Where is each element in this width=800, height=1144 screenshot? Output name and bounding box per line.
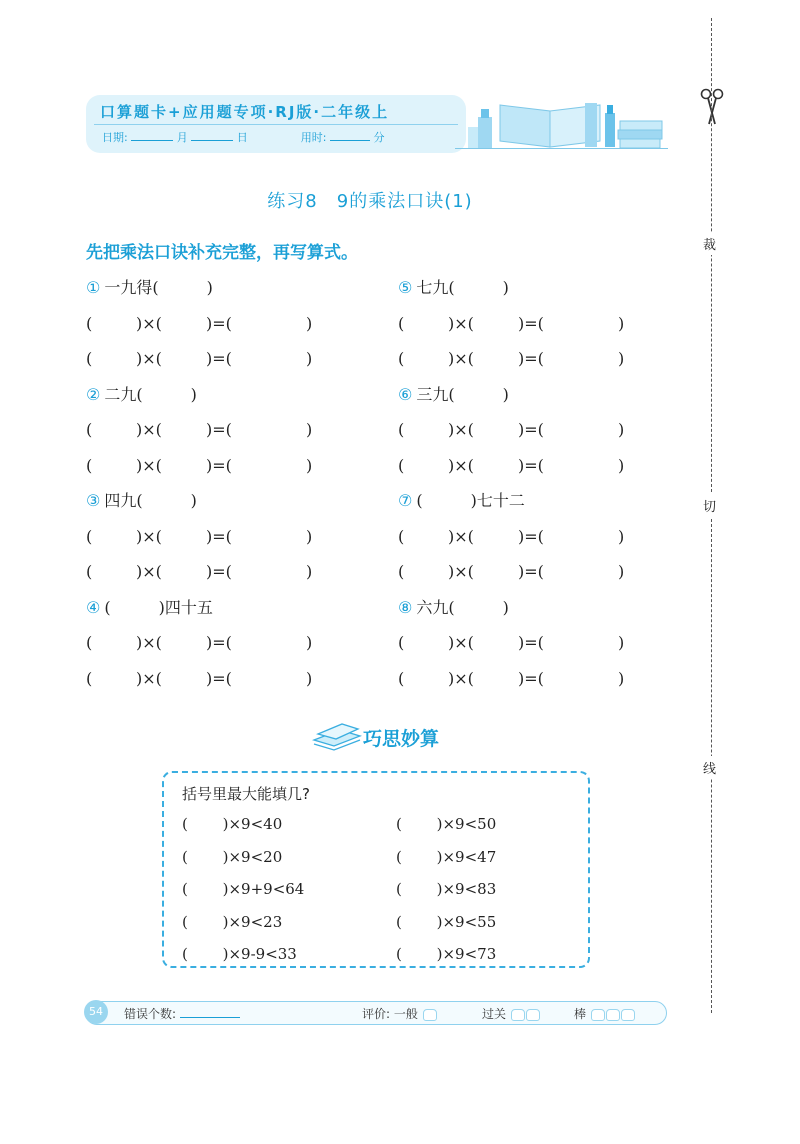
- times-sign: )×(: [136, 562, 162, 581]
- item-number: ④: [86, 597, 101, 617]
- equation-row[interactable]: [398, 306, 698, 342]
- formula-text[interactable]: 三九( ): [416, 384, 509, 404]
- close-paren: ): [306, 526, 313, 546]
- equals-sign: )=(: [206, 562, 232, 581]
- open-paren: (: [398, 420, 405, 439]
- header-fields: [102, 129, 384, 145]
- equals-sign: )=(: [518, 313, 544, 333]
- close-paren: ): [618, 668, 625, 688]
- close-paren: ): [306, 349, 313, 368]
- close-paren: ): [618, 420, 625, 439]
- errors-blank: [180, 1007, 240, 1018]
- inequality-item[interactable]: ( )×9<23: [182, 912, 283, 931]
- thumb-icon: [591, 1009, 605, 1021]
- inequality-item[interactable]: ( )×9<40: [182, 815, 283, 833]
- thumb-icon: [423, 1009, 437, 1021]
- equation-row[interactable]: [86, 448, 386, 484]
- formula-text[interactable]: ( )七十二: [416, 491, 525, 510]
- times-sign: )×(: [136, 633, 162, 652]
- equals-sign: )=(: [518, 668, 544, 688]
- rating-level1: 一般: [393, 1007, 418, 1021]
- formula-item: [398, 377, 698, 413]
- challenge-box: [162, 771, 590, 968]
- errors-label: 错误个数:: [124, 1007, 177, 1021]
- open-paren: (: [398, 562, 405, 581]
- times-sign: )×(: [136, 349, 162, 368]
- times-sign: )×(: [448, 668, 474, 688]
- times-sign: )×(: [448, 526, 474, 546]
- close-paren: ): [618, 562, 625, 581]
- rating-label: 评价:: [362, 1007, 391, 1021]
- rating-level3: 棒: [574, 1007, 587, 1021]
- month-label: 月: [176, 131, 188, 144]
- close-paren: ): [306, 420, 313, 439]
- item-number: ③: [86, 491, 101, 510]
- open-paren: (: [398, 526, 405, 546]
- thumb-icon: [511, 1009, 525, 1021]
- scissors-icon: [700, 88, 724, 128]
- item-number: ⑧: [398, 597, 413, 617]
- close-paren: ): [618, 526, 625, 546]
- errors-field: [124, 1005, 240, 1022]
- close-paren: ): [306, 562, 313, 581]
- thumb-icon: [526, 1009, 540, 1021]
- equals-sign: )=(: [206, 633, 232, 652]
- exercise-column-right: [398, 270, 698, 696]
- cut-char-1: 裁: [703, 232, 716, 255]
- formula-item: [86, 483, 386, 519]
- close-paren: ): [618, 349, 625, 368]
- close-paren: ): [306, 633, 313, 652]
- formula-item: [398, 270, 698, 306]
- rating-pass: [482, 1005, 540, 1022]
- equation-row[interactable]: [86, 412, 386, 448]
- open-paren: (: [398, 668, 405, 688]
- footer-bar: [85, 1001, 667, 1025]
- equals-sign: )=(: [206, 349, 232, 368]
- times-sign: )×(: [448, 633, 474, 652]
- equals-sign: )=(: [206, 668, 232, 688]
- open-paren: (: [398, 313, 405, 333]
- equation-row[interactable]: [398, 448, 698, 484]
- item-number: ①: [86, 278, 101, 297]
- equals-sign: )=(: [518, 455, 544, 475]
- equals-sign: )=(: [518, 349, 544, 368]
- equation-row[interactable]: [86, 554, 386, 590]
- equation-row[interactable]: [86, 661, 386, 697]
- close-paren: ): [306, 313, 313, 333]
- item-number: ⑥: [398, 384, 413, 404]
- minute-label: 分: [373, 131, 385, 144]
- open-paren: (: [86, 420, 93, 439]
- close-paren: ): [306, 668, 313, 688]
- header-divider: [94, 124, 458, 125]
- header-banner: [86, 95, 466, 153]
- formula-item: [398, 590, 698, 626]
- exercise-column-left: [86, 270, 386, 696]
- inequality-item[interactable]: ( )×9-9<33: [182, 945, 297, 963]
- equation-row[interactable]: [398, 661, 698, 697]
- item-number: ⑤: [398, 278, 413, 297]
- time-blank: [330, 130, 370, 141]
- inequality-item[interactable]: ( )×9<50: [396, 815, 497, 833]
- times-sign: )×(: [136, 455, 162, 475]
- open-paren: (: [86, 526, 93, 546]
- equals-sign: )=(: [518, 526, 544, 546]
- day-blank: [191, 130, 233, 141]
- equals-sign: )=(: [518, 633, 544, 652]
- formula-item: [86, 270, 386, 306]
- formula-text[interactable]: ( )四十五: [104, 597, 213, 617]
- day-label: 日: [236, 131, 248, 144]
- inequality-item[interactable]: ( )×9+9<64: [182, 880, 305, 898]
- instruction: 先把乘法口诀补充完整，再写算式。: [86, 243, 358, 263]
- books-stack-icon: [310, 720, 362, 752]
- inequality-item[interactable]: ( )×9<83: [396, 880, 497, 898]
- page-title: 练习8 9的乘法口诀(1): [267, 191, 473, 212]
- equals-sign: )=(: [518, 420, 544, 439]
- formula-text[interactable]: 七九( ): [416, 278, 509, 297]
- inequality-item[interactable]: ( )×9<73: [396, 945, 497, 963]
- equation-row[interactable]: [86, 306, 386, 342]
- times-sign: )×(: [448, 562, 474, 581]
- equation-row[interactable]: [398, 412, 698, 448]
- month-blank: [131, 130, 173, 141]
- time-label: 用时:: [300, 131, 327, 144]
- times-sign: )×(: [136, 526, 162, 546]
- formula-text[interactable]: 二九( ): [104, 384, 197, 404]
- challenge-title: 巧思妙算: [363, 728, 440, 750]
- times-sign: )×(: [448, 455, 474, 475]
- times-sign: )×(: [136, 420, 162, 439]
- equals-sign: )=(: [206, 313, 232, 333]
- formula-item: [86, 590, 386, 626]
- times-sign: )×(: [136, 313, 162, 333]
- equation-row[interactable]: [86, 519, 386, 555]
- cut-char-2: 切: [703, 494, 716, 517]
- inequality-item[interactable]: ( )×9<20: [182, 847, 283, 866]
- open-paren: (: [398, 455, 405, 475]
- header-baseline: [455, 148, 668, 149]
- formula-text[interactable]: 六九( ): [416, 597, 509, 617]
- open-paren: (: [86, 633, 93, 652]
- cut-char-3: 线: [703, 756, 716, 779]
- open-paren: (: [398, 349, 405, 368]
- equation-row[interactable]: [398, 554, 698, 590]
- book-illustration-icon: [440, 95, 670, 155]
- rating-level2: 过关: [482, 1007, 507, 1021]
- close-paren: ): [618, 313, 625, 333]
- thumb-icon: [606, 1009, 620, 1021]
- rating-great: [574, 1005, 635, 1022]
- times-sign: )×(: [448, 349, 474, 368]
- open-paren: (: [86, 562, 93, 581]
- equation-row[interactable]: [86, 625, 386, 661]
- close-paren: ): [618, 633, 625, 652]
- times-sign: )×(: [136, 668, 162, 688]
- times-sign: )×(: [448, 420, 474, 439]
- challenge-question: 括号里最大能填几?: [182, 785, 310, 803]
- equation-row[interactable]: [398, 341, 698, 377]
- close-paren: ): [618, 455, 625, 475]
- formula-text[interactable]: 一九得( ): [104, 278, 213, 297]
- inequality-item[interactable]: ( )×9<47: [396, 847, 497, 866]
- item-number: ②: [86, 384, 101, 404]
- open-paren: (: [86, 668, 93, 688]
- times-sign: )×(: [448, 313, 474, 333]
- thumb-icon: [621, 1009, 635, 1021]
- equals-sign: )=(: [206, 455, 232, 475]
- page-number: 54: [84, 1000, 108, 1024]
- inequality-item[interactable]: ( )×9<55: [396, 912, 497, 931]
- open-paren: (: [398, 633, 405, 652]
- equals-sign: )=(: [206, 420, 232, 439]
- book-title: 口算题卡+应用题专项·RJ版·二年级上: [100, 103, 390, 121]
- open-paren: (: [86, 349, 93, 368]
- item-number: ⑦: [398, 491, 413, 510]
- formula-item: [398, 483, 698, 519]
- date-label: 日期:: [102, 131, 128, 144]
- equation-row[interactable]: [86, 341, 386, 377]
- formula-item: [86, 377, 386, 413]
- rating-field: [362, 1005, 437, 1022]
- equals-sign: )=(: [518, 562, 544, 581]
- formula-text[interactable]: 四九( ): [104, 491, 197, 510]
- open-paren: (: [86, 313, 93, 333]
- open-paren: (: [86, 455, 93, 475]
- equation-row[interactable]: [398, 625, 698, 661]
- equation-row[interactable]: [398, 519, 698, 555]
- equals-sign: )=(: [206, 526, 232, 546]
- close-paren: ): [306, 455, 313, 475]
